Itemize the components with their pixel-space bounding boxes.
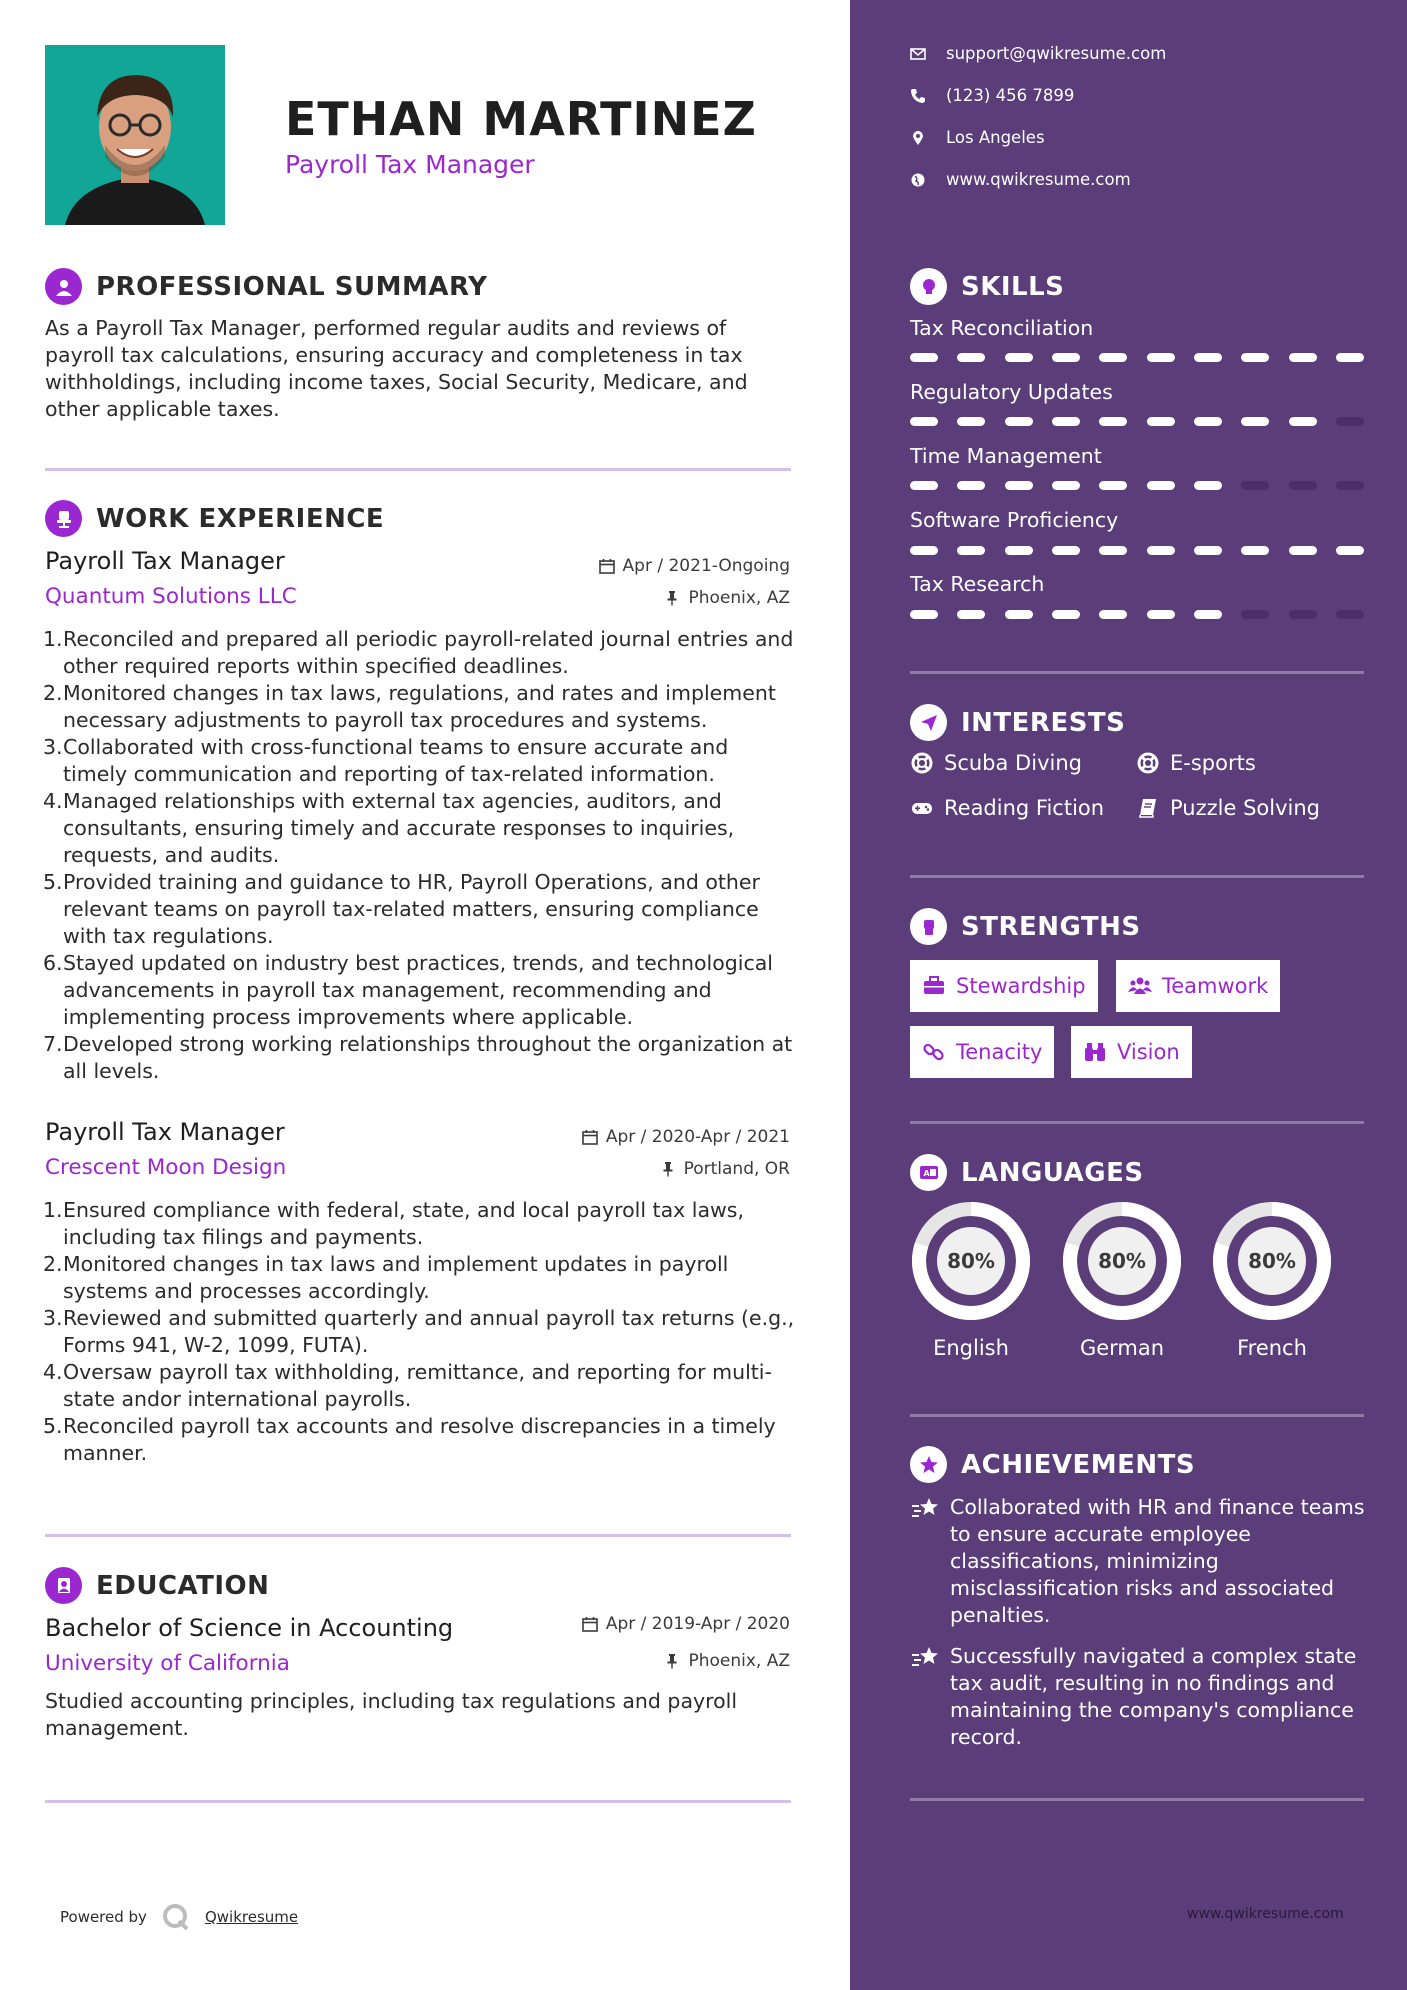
strength-tag [910,960,1098,1012]
calendar-icon [599,558,615,574]
job-location [664,588,790,608]
skill-dash-filled [1194,481,1222,490]
skill-dash-filled [1099,546,1127,555]
language-ring [1061,1200,1183,1322]
skill-name: Software Proficiency [910,508,1119,532]
location-pin-icon [910,130,926,146]
skill-name: Tax Research [910,572,1045,596]
list-item: Provided training and guidance to HR, Payroll Operations, and other relevant teams on payroll tax-related matters, ensuring compliance with tax regulations. [63,870,760,948]
language-name: English [933,1336,1009,1360]
job-location-text: Portland, OR [683,1159,790,1179]
languages-heading [910,1154,1144,1191]
skill-dash-filled [910,546,938,555]
divider [45,1800,791,1803]
contact-website[interactable] [910,170,1131,189]
interest-item [910,796,1104,820]
powered-by-label: Powered by [60,1908,147,1926]
skill-dash-filled [1052,610,1080,619]
list-item: Managed relationships with external tax agencies, auditors, and consultants, ensuring timely and accurate responses to inquiries, requests, and audits. [63,789,735,867]
translate-icon [910,1154,947,1191]
skill-dash-filled [1052,353,1080,362]
experience-title: WORK EXPERIENCE [96,503,385,534]
strengths-heading [910,908,1141,945]
skill-name: Regulatory Updates [910,380,1113,404]
skill-dash-empty [1241,481,1269,490]
skill-dash-filled [1005,417,1033,426]
skill-level-bar [910,610,1364,619]
lightbulb-icon [910,268,947,305]
education-dates-text: Apr / 2019-Apr / 2020 [605,1614,790,1634]
school-name: University of California [45,1651,290,1676]
divider [910,1798,1364,1801]
contact-phone-text: (123) 456 7899 [946,86,1075,105]
list-item: Stayed updated on industry best practices, trends, and technological advancements in payroll tax management, recommending and implementing process improvements where applicable. [63,951,774,1029]
interest-item [1136,751,1256,775]
achievement-item [910,1494,1370,1629]
list-item: Collaborated with cross-functional teams to ensure accurate and timely communication and reporting of tax-related information. [63,735,729,786]
education-description: Studied accounting principles, including tax regulations and payroll management. [45,1689,738,1740]
company-name: Quantum Solutions LLC [45,584,297,609]
divider [45,468,791,471]
interest-item [1136,796,1320,820]
divider [45,1534,791,1537]
job-title: Payroll Tax Manager [45,547,285,575]
education-location [664,1651,790,1671]
contact-email[interactable] [910,44,1166,63]
experience-heading [45,500,384,537]
graduate-icon [45,1567,82,1604]
skill-dash-filled [1099,481,1127,490]
profile-photo [45,45,225,225]
achievement-text: Successfully navigated a complex state tax audit, resulting in no findings and maintaining the company's compliance record. [950,1644,1357,1749]
language-ring [910,1200,1032,1322]
contact-website-text: www.qwikresume.com [946,170,1131,189]
calendar-icon [582,1129,598,1145]
envelope-icon [910,46,926,62]
degree-title: Bachelor of Science in Accounting [45,1614,454,1642]
skill-dash-filled [1289,546,1317,555]
interest-item [910,751,1082,775]
job-dates [582,1127,790,1147]
strength-label: Teamwork [1162,974,1269,998]
achievements-title: ACHIEVEMENTS [961,1449,1196,1480]
skill-dash-filled [1336,546,1364,555]
star-badge-icon [910,1446,947,1483]
shooting-star-icon [910,1643,940,1673]
skill-dash-filled [1241,353,1269,362]
language-gauge [1061,1200,1183,1322]
contact-location [910,128,1045,147]
strength-tag [1071,1026,1192,1078]
lifebuoy-icon [910,751,934,775]
candidate-name: ETHAN MARTINEZ [285,92,757,146]
powered-by [60,1902,298,1932]
language-percent: 80% [947,1249,995,1273]
users-icon [1128,974,1152,998]
qwikresume-logo-icon [161,1902,191,1932]
language-percent: 80% [1098,1249,1146,1273]
job-dates-text: Apr / 2021-Ongoing [622,556,790,576]
skill-dash-filled [910,610,938,619]
list-item: Ensured compliance with federal, state, and local payroll tax laws, including tax filings and payments. [63,1198,744,1249]
skill-dash-filled [1099,610,1127,619]
achievement-text: Collaborated with HR and finance teams to ensure accurate employee classifications, minimizing misclassification risks and associated penalties. [950,1495,1365,1627]
education-title: EDUCATION [96,1570,270,1601]
skills-title: SKILLS [961,271,1065,302]
shooting-star-icon [910,1494,940,1524]
language-gauge [910,1200,1032,1322]
skill-level-bar [910,546,1364,555]
job-title: Payroll Tax Manager [45,1118,285,1146]
skill-dash-empty [1241,610,1269,619]
divider [910,671,1364,674]
interest-label: Reading Fiction [944,796,1105,820]
strength-tag [910,1026,1054,1078]
skill-dash-filled [1336,353,1364,362]
fist-icon [910,908,947,945]
divider [910,1414,1364,1417]
contact-location-text: Los Angeles [946,128,1045,147]
pin-icon [664,1653,680,1669]
skill-dash-empty [1336,610,1364,619]
skill-dash-filled [1005,353,1033,362]
skill-dash-filled [1052,417,1080,426]
list-item: Monitored changes in tax laws and implement updates in payroll systems and processes accordingly. [63,1252,729,1303]
list-item: Reconciled and prepared all periodic payroll-related journal entries and other required reports within specified deadlines. [63,627,794,678]
skill-dash-filled [1147,481,1175,490]
globe-icon [910,172,926,188]
skill-level-bar [910,481,1364,490]
skill-dash-filled [1241,417,1269,426]
language-gauge [1211,1200,1333,1322]
skill-dash-filled [957,417,985,426]
interests-title: INTERESTS [961,707,1126,738]
skill-dash-empty [1289,610,1317,619]
list-item: Monitored changes in tax laws, regulations, and rates and implement necessary adjustments to payroll tax procedures and systems. [63,681,776,732]
skill-dash-filled [957,546,985,555]
job-location [660,1159,790,1179]
skill-dash-empty [1289,481,1317,490]
office-chair-icon [45,500,82,537]
book-icon [1136,796,1160,820]
languages-title: LANGUAGES [961,1157,1144,1188]
calendar-icon [582,1616,598,1632]
phone-icon [910,88,926,104]
job-responsibilities [45,1197,795,1467]
language-name: French [1237,1336,1307,1360]
strength-label: Tenacity [956,1040,1043,1064]
binoculars-icon [1083,1040,1107,1064]
briefcase-icon [922,974,946,998]
skill-dash-filled [910,353,938,362]
company-name: Crescent Moon Design [45,1155,287,1180]
divider [910,1121,1364,1124]
skill-dash-filled [1194,417,1222,426]
qwikresume-link[interactable]: Qwikresume [204,1908,299,1926]
language-percent: 80% [1248,1249,1296,1273]
summary-heading [45,268,487,305]
skill-dash-filled [1289,417,1317,426]
achievements-heading [910,1446,1195,1483]
candidate-title: Payroll Tax Manager [285,150,535,179]
skill-dash-filled [910,481,938,490]
user-icon [45,268,82,305]
footer-url[interactable]: www.qwikresume.com [1187,1906,1344,1922]
strength-label: Stewardship [956,974,1086,998]
pin-icon [664,590,680,606]
job-dates [599,556,790,576]
job-responsibilities [45,626,795,1085]
skill-dash-filled [1194,546,1222,555]
list-item: Oversaw payroll tax withholding, remittance, and reporting for multi-state andor international payrolls. [63,1360,772,1411]
strengths-title: STRENGTHS [961,911,1141,942]
skill-dash-filled [957,610,985,619]
interest-label: Scuba Diving [944,751,1082,775]
gamepad-icon [910,796,934,820]
interests-heading [910,704,1125,741]
skill-dash-filled [1005,546,1033,555]
skill-dash-filled [1194,610,1222,619]
job-dates-text: Apr / 2020-Apr / 2021 [605,1127,790,1147]
interest-label: E-sports [1170,751,1256,775]
skill-dash-filled [1147,610,1175,619]
skill-dash-filled [910,417,938,426]
education-location-text: Phoenix, AZ [688,1651,790,1671]
language-ring [1211,1200,1333,1322]
skill-dash-filled [1005,610,1033,619]
skill-name: Tax Reconciliation [910,316,1094,340]
pin-icon [660,1161,676,1177]
skill-dash-filled [1052,481,1080,490]
skill-dash-filled [1194,353,1222,362]
link-icon [922,1040,946,1064]
skill-dash-filled [1289,353,1317,362]
divider [910,875,1364,878]
skill-name: Time Management [910,444,1102,468]
list-item: Reviewed and submitted quarterly and annual payroll tax returns (e.g., Forms 941, W-2, 1099, FUTA). [63,1306,795,1357]
education-dates [582,1614,790,1634]
list-item: Developed strong working relationships throughout the organization at all levels. [63,1032,793,1083]
language-name: German [1079,1336,1165,1360]
summary-title: PROFESSIONAL SUMMARY [96,271,488,302]
strength-tag [1116,960,1280,1012]
list-item: Reconciled payroll tax accounts and resolve discrepancies in a timely manner. [63,1414,776,1465]
skill-dash-empty [1336,481,1364,490]
skill-dash-filled [1052,546,1080,555]
paper-plane-icon [910,704,947,741]
skill-dash-empty [1336,417,1364,426]
skill-dash-filled [1099,353,1127,362]
skill-level-bar [910,417,1364,426]
skills-heading [910,268,1064,305]
skill-dash-filled [1005,481,1033,490]
svg-text:A: A [923,1168,930,1178]
skill-dash-filled [1147,546,1175,555]
skill-dash-filled [957,481,985,490]
job-location-text: Phoenix, AZ [688,588,790,608]
interest-label: Puzzle Solving [1170,796,1320,820]
skill-dash-filled [957,353,985,362]
strength-label: Vision [1117,1040,1180,1064]
skill-level-bar [910,353,1364,362]
lifebuoy-icon [1136,751,1160,775]
summary-text: As a Payroll Tax Manager, performed regular audits and reviews of payroll tax calculations, ensuring accuracy and completeness in tax withholdings, including income taxes, Social Security, Medicare, and other applicable taxes. [45,316,748,421]
skill-dash-filled [1147,353,1175,362]
education-heading [45,1567,269,1604]
skill-dash-filled [1241,546,1269,555]
contact-email-text: support@qwikresume.com [946,44,1167,63]
contact-phone[interactable] [910,86,1074,105]
skill-dash-filled [1147,417,1175,426]
skill-dash-filled [1099,417,1127,426]
achievement-item [910,1643,1370,1751]
